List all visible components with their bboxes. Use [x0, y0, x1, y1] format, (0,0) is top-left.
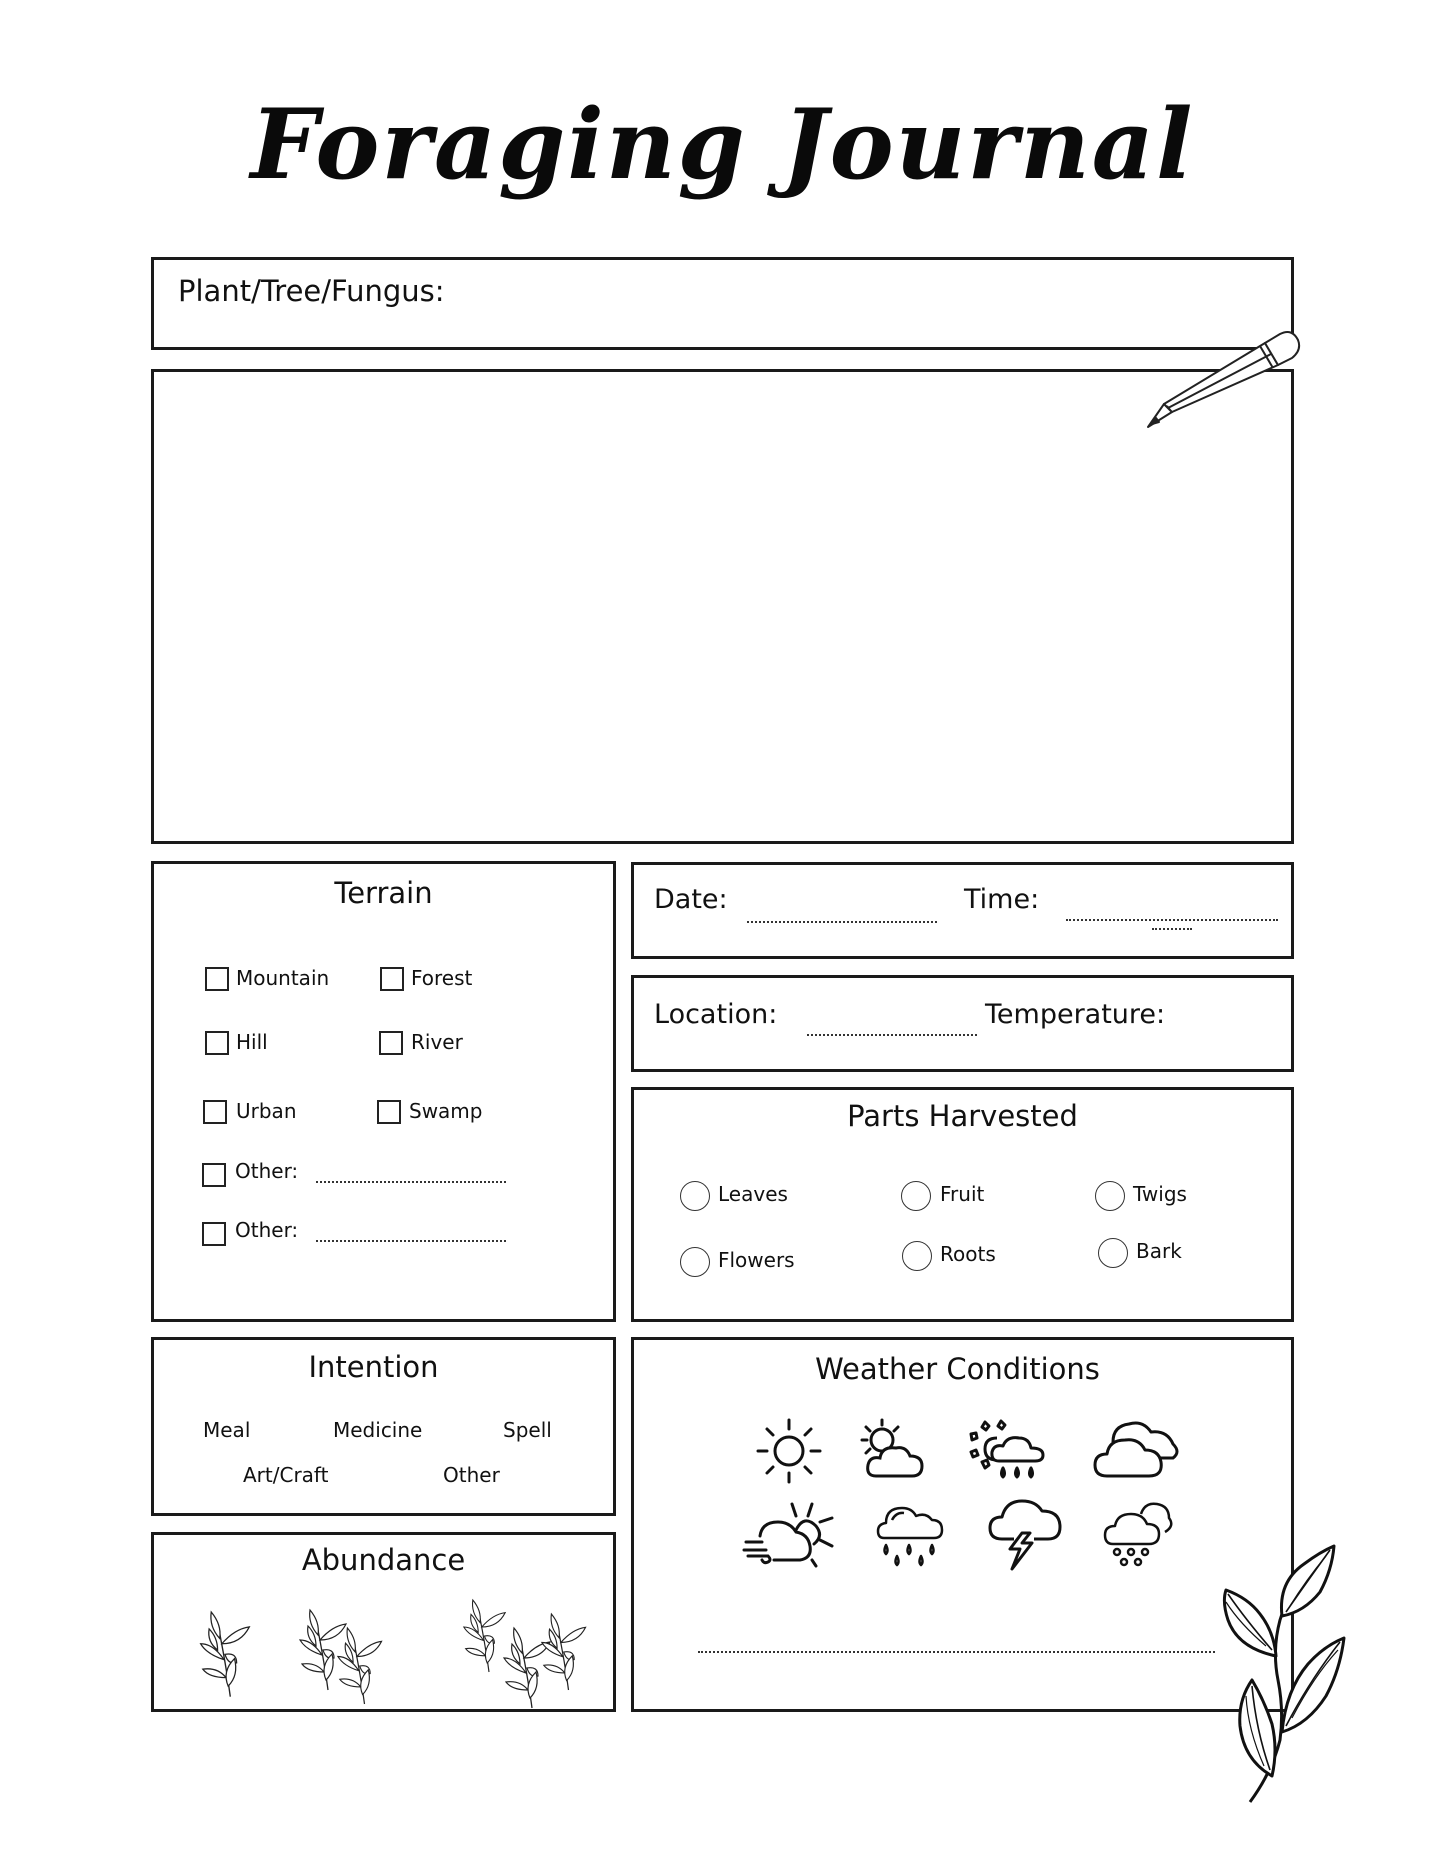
- date-label: Date:: [654, 884, 728, 915]
- intention-option-spell[interactable]: Spell: [503, 1418, 552, 1442]
- terrain-label-forest: Forest: [411, 966, 473, 990]
- plant-name-label: Plant/Tree/Fungus:: [178, 274, 445, 308]
- time-label: Time:: [964, 884, 1040, 915]
- windy-sun-icon[interactable]: [742, 1500, 834, 1570]
- terrain-label-hill: Hill: [236, 1030, 268, 1054]
- intention-option-medicine[interactable]: Medicine: [333, 1418, 423, 1442]
- terrain-label-urban: Urban: [236, 1099, 297, 1123]
- hail-icon[interactable]: [1103, 1500, 1175, 1570]
- terrain-checkbox-swamp[interactable]: [377, 1100, 401, 1124]
- sun-showers-icon[interactable]: [967, 1418, 1051, 1484]
- rain-icon[interactable]: [876, 1500, 946, 1570]
- parts-radio-twigs[interactable]: [1095, 1181, 1125, 1211]
- parts-label-leaves: Leaves: [718, 1182, 788, 1206]
- terrain-label-other-1: Other:: [235, 1159, 299, 1183]
- parts-label-flowers: Flowers: [718, 1248, 795, 1272]
- terrain-heading: Terrain: [334, 876, 433, 910]
- terrain-label-swamp: Swamp: [409, 1099, 483, 1123]
- parts-harvested-heading: Parts Harvested: [847, 1099, 1078, 1133]
- temperature-label: Temperature:: [985, 999, 1166, 1030]
- terrain-checkbox-mountain[interactable]: [205, 967, 229, 991]
- intention-option-meal[interactable]: Meal: [203, 1418, 251, 1442]
- sketch-notes-area[interactable]: [151, 369, 1294, 844]
- pencil-icon: [1140, 320, 1310, 440]
- sprig-high-icon[interactable]: [462, 1600, 592, 1715]
- weather-notes-input[interactable]: [698, 1651, 1215, 1653]
- time-input[interactable]: [1066, 919, 1278, 921]
- cloudy-icon[interactable]: [1093, 1418, 1181, 1480]
- terrain-section: [151, 861, 616, 1322]
- parts-radio-bark[interactable]: [1098, 1238, 1128, 1268]
- time-input-extra: [1152, 928, 1192, 930]
- parts-radio-fruit[interactable]: [901, 1181, 931, 1211]
- date-time-section: [631, 862, 1294, 959]
- parts-radio-leaves[interactable]: [680, 1181, 710, 1211]
- parts-radio-flowers[interactable]: [680, 1247, 710, 1277]
- abundance-heading: Abundance: [301, 1543, 466, 1577]
- location-input[interactable]: [807, 1034, 977, 1036]
- terrain-label-river: River: [411, 1030, 463, 1054]
- page-title: Foraging Journal: [250, 88, 1195, 201]
- location-label: Location:: [654, 999, 778, 1030]
- intention-option-other[interactable]: Other: [443, 1463, 500, 1487]
- parts-label-bark: Bark: [1136, 1239, 1182, 1263]
- intention-heading: Intention: [308, 1350, 439, 1384]
- terrain-label-mountain: Mountain: [236, 966, 330, 990]
- sunny-icon[interactable]: [756, 1418, 822, 1484]
- terrain-checkbox-other-1[interactable]: [202, 1163, 226, 1187]
- terrain-checkbox-river[interactable]: [379, 1031, 403, 1055]
- intention-option-art-craft[interactable]: Art/Craft: [243, 1463, 329, 1487]
- terrain-checkbox-hill[interactable]: [205, 1031, 229, 1055]
- parts-label-roots: Roots: [940, 1242, 996, 1266]
- partly-cloudy-icon[interactable]: [860, 1418, 926, 1480]
- parts-label-fruit: Fruit: [940, 1182, 985, 1206]
- sprig-medium-icon[interactable]: [298, 1610, 393, 1710]
- plant-name-field[interactable]: [151, 257, 1294, 350]
- parts-radio-roots[interactable]: [902, 1241, 932, 1271]
- terrain-other-1-input[interactable]: [316, 1181, 506, 1183]
- weather-heading: Weather Conditions: [815, 1352, 1100, 1386]
- thunderstorm-icon[interactable]: [988, 1497, 1064, 1572]
- terrain-label-other-2: Other:: [235, 1218, 299, 1242]
- leaf-branch-icon: [1220, 1540, 1380, 1810]
- terrain-checkbox-forest[interactable]: [380, 967, 404, 991]
- terrain-checkbox-urban[interactable]: [203, 1100, 227, 1124]
- sprig-low-icon[interactable]: [190, 1612, 260, 1702]
- terrain-checkbox-other-2[interactable]: [202, 1222, 226, 1246]
- weather-section: [631, 1337, 1294, 1712]
- terrain-other-2-input[interactable]: [316, 1240, 506, 1242]
- date-input[interactable]: [747, 921, 937, 923]
- parts-label-twigs: Twigs: [1133, 1182, 1187, 1206]
